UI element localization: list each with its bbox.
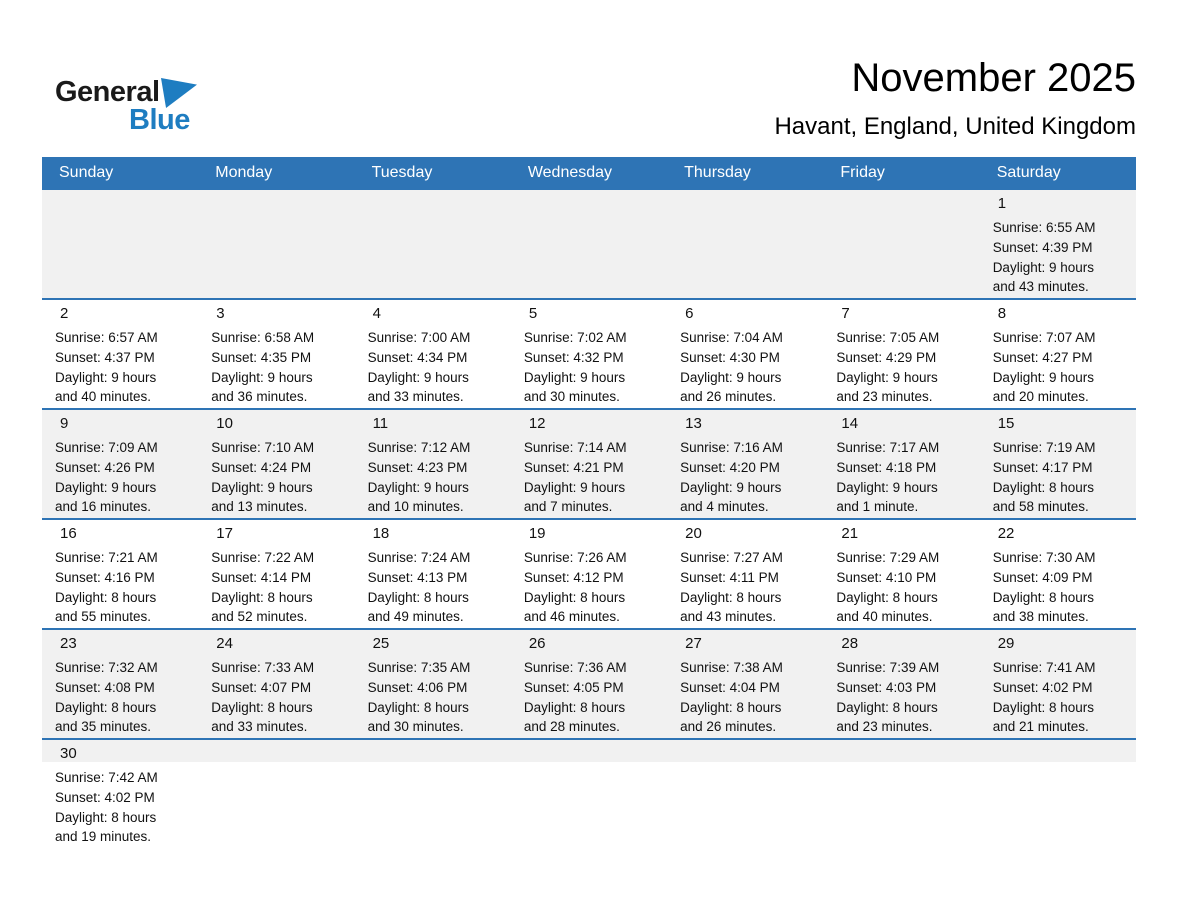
day-info-line: Sunset: 4:35 PM [211, 349, 312, 365]
day-info-line: and 19 minutes. [55, 829, 152, 845]
day-info-line: Sunrise: 7:10 AM [211, 440, 315, 455]
day-number: 12 [528, 415, 546, 432]
day-info-line: and 16 minutes. [55, 499, 152, 515]
day-cell [355, 300, 511, 408]
day-cell [980, 630, 1136, 738]
day-cell [823, 630, 979, 738]
empty-day-cell [355, 740, 511, 762]
day-info-line: Sunset: 4:05 PM [523, 679, 624, 695]
day-info-line: and 43 minutes. [680, 609, 777, 625]
day-info-line: Sunrise: 7:26 AM [523, 550, 627, 565]
empty-day-cell [42, 190, 198, 298]
day-info-line: Sunrise: 7:33 AM [211, 660, 315, 675]
empty-day-cell [198, 740, 354, 762]
weekday-header: Tuesday [371, 164, 433, 181]
logo-text-blue: Blue [129, 104, 190, 136]
day-number: 19 [528, 525, 546, 542]
day-info-line: Daylight: 9 hours [55, 369, 157, 385]
day-info-line: Sunset: 4:11 PM [680, 569, 779, 585]
title-block [774, 56, 1136, 141]
day-info-line: and 1 minute. [836, 499, 919, 515]
day-info-line: Daylight: 8 hours [55, 809, 157, 825]
day-info-line: Sunset: 4:21 PM [523, 459, 624, 475]
day-number: 30 [60, 745, 77, 762]
day-info-line: Sunrise: 7:38 AM [680, 660, 783, 675]
day-info-line: Sunrise: 7:35 AM [367, 660, 471, 675]
day-cell [511, 630, 667, 738]
day-number: 23 [60, 635, 77, 652]
day-number: 15 [997, 415, 1015, 432]
weekday-header: Thursday [684, 164, 751, 181]
day-cell [42, 300, 198, 408]
day-info-line: Sunrise: 7:36 AM [523, 660, 627, 675]
day-cell [667, 410, 823, 518]
day-info-line: Sunrise: 7:00 AM [367, 330, 471, 345]
week-row [42, 298, 1136, 408]
day-info-line: Sunrise: 7:41 AM [992, 660, 1096, 675]
empty-day-cell [198, 190, 354, 298]
day-number: 18 [372, 525, 390, 542]
day-info-line: and 46 minutes. [523, 609, 620, 625]
day-info-line: Sunset: 4:23 PM [367, 459, 468, 475]
day-cell [198, 630, 354, 738]
day-info-line: Daylight: 8 hours [367, 589, 469, 605]
day-number: 8 [997, 305, 1007, 322]
day-number: 11 [372, 415, 389, 432]
weekday-header-row [42, 157, 1136, 188]
day-cell [980, 190, 1136, 298]
day-info-line: Sunset: 4:12 PM [523, 569, 624, 585]
day-info-line: Daylight: 9 hours [367, 369, 469, 385]
day-info-line: Daylight: 9 hours [992, 259, 1094, 275]
calendar-grid [42, 188, 1136, 845]
day-cell [42, 740, 198, 845]
day-number: 7 [841, 305, 850, 322]
empty-day-cell [511, 190, 667, 298]
day-number: 28 [841, 635, 859, 652]
day-number: 22 [997, 525, 1015, 542]
day-cell [42, 410, 198, 518]
day-info-line: Sunset: 4:37 PM [55, 349, 155, 365]
day-cell [355, 630, 511, 738]
weekday-header: Monday [215, 164, 273, 181]
day-info-line: Daylight: 8 hours [992, 589, 1094, 605]
day-info-line: and 36 minutes. [211, 389, 308, 405]
day-info-line: Daylight: 8 hours [836, 699, 938, 715]
day-cell [198, 300, 354, 408]
day-cell [198, 520, 354, 628]
day-number: 14 [841, 415, 859, 432]
day-number: 17 [216, 525, 233, 542]
day-info-line: Sunrise: 7:17 AM [836, 440, 940, 455]
day-info-line: Sunrise: 7:04 AM [680, 330, 783, 345]
day-number: 20 [685, 525, 702, 542]
day-info-line: Daylight: 9 hours [55, 479, 157, 495]
day-info-line: and 30 minutes. [523, 389, 620, 405]
day-info-line: Sunrise: 7:05 AM [836, 330, 940, 345]
day-number: 9 [60, 415, 69, 432]
day-info-line: and 23 minutes. [836, 719, 933, 735]
day-info-line: Sunrise: 7:30 AM [992, 550, 1096, 565]
day-info-line: Sunrise: 7:42 AM [55, 770, 158, 785]
day-info-line: Daylight: 8 hours [836, 589, 938, 605]
day-cell [511, 300, 667, 408]
day-cell [823, 520, 979, 628]
day-cell [980, 410, 1136, 518]
day-info-line: Daylight: 8 hours [55, 699, 157, 715]
day-info-line: Daylight: 9 hours [211, 479, 313, 495]
day-info-line: Sunset: 4:26 PM [55, 459, 155, 475]
day-info-line: and 52 minutes. [211, 609, 308, 625]
day-info-line: Sunset: 4:02 PM [992, 679, 1093, 695]
day-info-line: Daylight: 8 hours [367, 699, 469, 715]
day-info-line: Sunset: 4:32 PM [523, 349, 624, 365]
day-info-line: Sunset: 4:06 PM [367, 679, 468, 695]
day-info-line: Sunrise: 7:12 AM [367, 440, 471, 455]
week-row [42, 738, 1136, 845]
day-cell [42, 520, 198, 628]
day-info-line: and 58 minutes. [992, 499, 1089, 515]
day-info-line: Daylight: 8 hours [680, 589, 782, 605]
day-cell [667, 520, 823, 628]
day-info-line: and 28 minutes. [523, 719, 620, 735]
day-info-line: and 13 minutes. [211, 499, 308, 515]
day-info-line: Sunset: 4:02 PM [55, 789, 155, 805]
day-cell [511, 410, 667, 518]
empty-day-cell [980, 740, 1136, 762]
day-info-line: Sunrise: 7:07 AM [992, 330, 1096, 345]
day-info-line: Daylight: 9 hours [523, 369, 626, 385]
day-cell [198, 410, 354, 518]
day-number: 6 [685, 305, 694, 322]
day-info-line: and 40 minutes. [55, 389, 152, 405]
day-number: 5 [528, 305, 538, 322]
day-cell [823, 300, 979, 408]
day-info-line: Sunrise: 7:32 AM [55, 660, 158, 675]
day-info-line: and 10 minutes. [367, 499, 464, 515]
day-info-line: Sunset: 4:04 PM [680, 679, 780, 695]
page-title: November 2025 [851, 56, 1136, 100]
day-info-line: and 35 minutes. [55, 719, 152, 735]
weekday-header: Sunday [59, 164, 114, 181]
day-info-line: and 7 minutes. [523, 499, 613, 515]
day-number: 13 [685, 415, 702, 432]
day-cell [511, 520, 667, 628]
day-info-line: Sunrise: 6:58 AM [211, 330, 315, 345]
day-info-line: and 33 minutes. [211, 719, 308, 735]
day-info-line: Daylight: 9 hours [836, 369, 938, 385]
day-info-line: Sunset: 4:17 PM [992, 459, 1093, 475]
day-info-line: Sunrise: 7:39 AM [836, 660, 940, 675]
day-info-line: Sunset: 4:30 PM [680, 349, 780, 365]
day-info-line: Daylight: 9 hours [211, 369, 313, 385]
day-info-line: Daylight: 9 hours [680, 369, 782, 385]
day-info-line: Daylight: 8 hours [523, 589, 626, 605]
empty-day-cell [667, 190, 823, 298]
generalblue-logo [55, 76, 275, 138]
day-info-line: and 38 minutes. [992, 609, 1089, 625]
day-info-line: Daylight: 8 hours [992, 699, 1094, 715]
day-info-line: Daylight: 9 hours [992, 369, 1094, 385]
calendar [42, 157, 1136, 845]
weekday-header: Wednesday [527, 164, 613, 181]
day-number: 25 [372, 635, 390, 652]
day-info-line: Sunset: 4:10 PM [836, 569, 937, 585]
day-cell [980, 520, 1136, 628]
day-number: 24 [216, 635, 233, 652]
day-info-line: Sunrise: 6:55 AM [992, 220, 1096, 235]
day-number: 4 [372, 305, 381, 322]
day-info-line: Sunrise: 7:27 AM [680, 550, 783, 565]
day-number: 2 [60, 305, 69, 322]
day-info-line: Sunset: 4:39 PM [992, 239, 1093, 255]
day-info-line: Sunset: 4:03 PM [836, 679, 937, 695]
day-info-line: Sunset: 4:20 PM [680, 459, 780, 475]
week-row [42, 518, 1136, 628]
day-cell [980, 300, 1136, 408]
day-info-line: Sunrise: 7:24 AM [367, 550, 471, 565]
day-number: 1 [997, 195, 1007, 212]
day-number: 16 [60, 525, 77, 542]
day-info-line: Sunset: 4:14 PM [211, 569, 312, 585]
day-number: 29 [997, 635, 1015, 652]
day-info-line: Daylight: 9 hours [367, 479, 469, 495]
day-info-line: Sunset: 4:18 PM [836, 459, 937, 475]
week-row [42, 628, 1136, 738]
weekday-header: Friday [840, 164, 885, 181]
day-info-line: Daylight: 9 hours [680, 479, 782, 495]
day-info-line: Sunrise: 6:57 AM [55, 330, 158, 345]
day-cell [355, 410, 511, 518]
day-info-line: Sunset: 4:16 PM [55, 569, 155, 585]
day-info-line: Sunset: 4:34 PM [367, 349, 468, 365]
day-info-line: and 49 minutes. [367, 609, 464, 625]
day-info-line: Daylight: 8 hours [992, 479, 1094, 495]
day-info-line: Sunrise: 7:16 AM [680, 440, 783, 455]
day-cell [355, 520, 511, 628]
day-info-line: Daylight: 8 hours [55, 589, 157, 605]
day-info-line: Sunrise: 7:21 AM [55, 550, 158, 565]
empty-day-cell [823, 190, 979, 298]
day-info-line: and 26 minutes. [680, 389, 777, 405]
day-info-line: and 26 minutes. [680, 719, 777, 735]
page-subtitle: Havant, England, United Kingdom [774, 113, 1136, 140]
day-info-line: Sunset: 4:09 PM [992, 569, 1093, 585]
day-info-line: Sunset: 4:08 PM [55, 679, 155, 695]
empty-day-cell [823, 740, 979, 762]
day-info-line: Sunset: 4:07 PM [211, 679, 312, 695]
week-row [42, 408, 1136, 518]
day-cell [42, 630, 198, 738]
day-info-line: and 20 minutes. [992, 389, 1089, 405]
day-info-line: and 40 minutes. [836, 609, 933, 625]
day-number: 26 [528, 635, 546, 652]
empty-day-cell [667, 740, 823, 762]
empty-day-cell [355, 190, 511, 298]
day-number: 10 [216, 415, 233, 432]
day-info-line: and 33 minutes. [367, 389, 464, 405]
empty-day-cell [511, 740, 667, 762]
day-info-line: Sunset: 4:29 PM [836, 349, 937, 365]
weekday-header: Saturday [996, 164, 1061, 181]
day-info-line: and 21 minutes. [992, 719, 1089, 735]
day-info-line: and 23 minutes. [836, 389, 933, 405]
day-info-line: Daylight: 8 hours [211, 589, 313, 605]
day-info-line: Sunrise: 7:14 AM [523, 440, 627, 455]
day-number: 27 [685, 635, 702, 652]
day-cell [667, 630, 823, 738]
day-cell [667, 300, 823, 408]
day-info-line: and 55 minutes. [55, 609, 152, 625]
day-info-line: and 43 minutes. [992, 279, 1089, 295]
day-info-line: and 30 minutes. [367, 719, 464, 735]
week-row [42, 188, 1136, 298]
day-info-line: Daylight: 8 hours [211, 699, 313, 715]
day-info-line: Sunset: 4:13 PM [367, 569, 468, 585]
day-info-line: Sunrise: 7:02 AM [523, 330, 627, 345]
day-cell [823, 410, 979, 518]
day-number: 3 [216, 305, 225, 322]
day-info-line: Sunrise: 7:29 AM [836, 550, 940, 565]
day-info-line: Daylight: 9 hours [836, 479, 938, 495]
day-info-line: Daylight: 9 hours [523, 479, 626, 495]
logo-text-general: General [55, 76, 160, 108]
day-info-line: Sunset: 4:27 PM [992, 349, 1093, 365]
day-info-line: Sunrise: 7:19 AM [992, 440, 1096, 455]
day-info-line: Sunrise: 7:09 AM [55, 440, 158, 455]
day-number: 21 [841, 525, 859, 542]
day-info-line: and 4 minutes. [680, 499, 769, 515]
day-info-line: Daylight: 8 hours [523, 699, 626, 715]
day-info-line: Sunset: 4:24 PM [211, 459, 312, 475]
day-info-line: Daylight: 8 hours [680, 699, 782, 715]
day-info-line: Sunrise: 7:22 AM [211, 550, 315, 565]
